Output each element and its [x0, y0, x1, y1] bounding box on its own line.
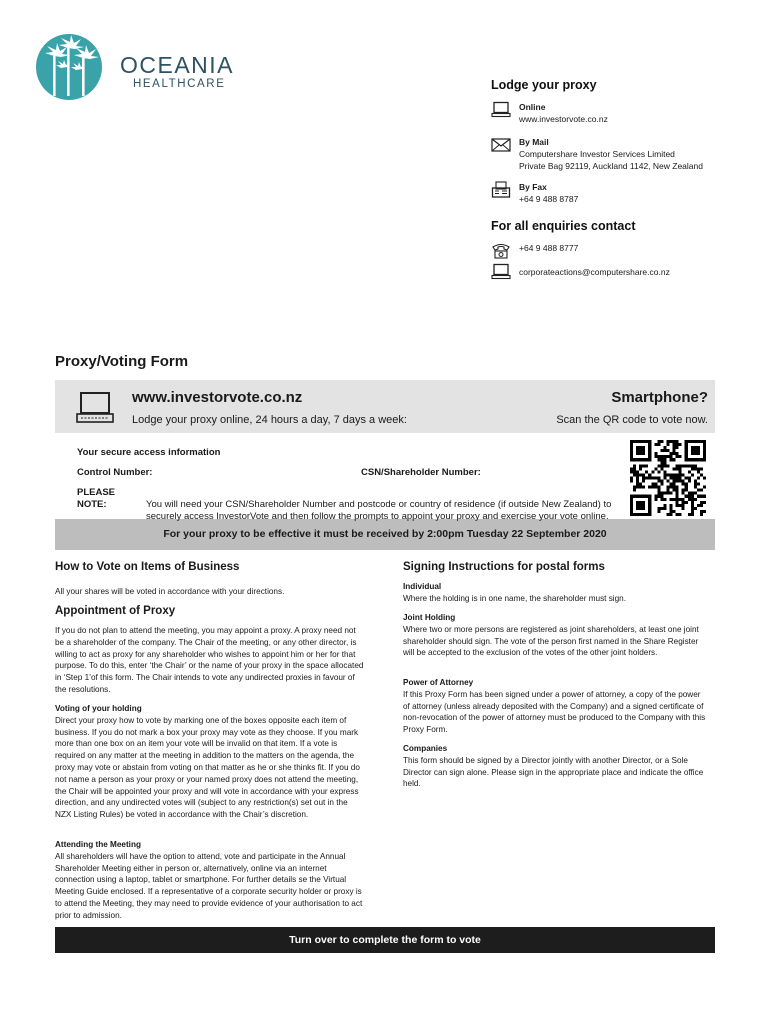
individual-heading: Individual: [403, 582, 442, 591]
attending-section: [55, 839, 365, 922]
lodge-fax: [491, 181, 751, 207]
lodge-heading: Lodge your proxy: [491, 78, 597, 92]
online-url[interactable]: www.investorvote.co.nz: [519, 114, 608, 124]
joint-holding-heading: Joint Holding: [403, 613, 456, 622]
investorvote-subtitle: Lodge your proxy online, 24 hours a day, 7 days a week:: [132, 414, 407, 426]
email-address[interactable]: corporateactions@computershare.co.nz: [519, 267, 670, 277]
palm-tree-logo-icon: [36, 34, 102, 100]
phone-number: +64 9 488 8777: [519, 243, 579, 253]
lodge-online: [491, 101, 751, 127]
fax-number: +64 9 488 8787: [519, 194, 579, 204]
companies-text: This form should be signed by a Director jointly with another Director, or a Sole Director can sign alone. Please sign in the appropriate place and indicate the office held.: [403, 755, 704, 789]
turn-over-banner: Turn over to complete the form to vote: [55, 927, 715, 953]
power-of-attorney-heading: Power of Attorney: [403, 678, 474, 687]
signing-heading: Signing Instructions for postal forms: [403, 561, 605, 573]
how-to-vote-text: All your shares will be voted in accordance with your directions.: [55, 587, 285, 596]
attending-heading: Attending the Meeting: [55, 840, 141, 849]
telephone-icon: [491, 242, 511, 260]
joint-holding-section: [403, 612, 708, 659]
enquiries-heading: For all enquiries contact: [491, 219, 636, 233]
company-logo: [36, 34, 516, 104]
please-note-label: PLEASE NOTE:: [77, 487, 116, 510]
secure-access-heading: Your secure access information: [77, 447, 221, 458]
smartphone-heading: Smartphone?: [611, 389, 708, 406]
mail-line2: Private Bag 92119, Auckland 1142, New Zealand: [519, 161, 703, 171]
please-note-line2: securely access InvestorVote and then follow the prompts to appoint your proxy and exercise your vote online.: [146, 511, 609, 522]
individual-text: Where the holding is in one name, the shareholder must sign.: [403, 593, 627, 603]
fax-icon: [491, 181, 511, 199]
power-of-attorney-section: [403, 677, 708, 736]
control-number-label: Control Number:: [77, 467, 153, 478]
voting-holding-section: [55, 703, 365, 821]
laptop-icon: [75, 391, 115, 425]
individual-section: [403, 581, 713, 605]
fax-label: By Fax: [519, 182, 547, 192]
voting-holding-heading: Voting of your holding: [55, 704, 142, 713]
how-to-vote-heading: How to Vote on Items of Business: [55, 561, 240, 573]
envelope-icon: [491, 136, 511, 154]
companies-heading: Companies: [403, 744, 448, 753]
enquiries-email: [491, 263, 751, 281]
appointment-heading: Appointment of Proxy: [55, 605, 176, 617]
lodge-mail: [491, 136, 751, 172]
deadline-notice: For your proxy to be effective it must be received by 2:00pm Tuesday 22 September 2020: [163, 528, 607, 540]
company-subname: HEALTHCARE: [133, 78, 226, 90]
smartphone-subtitle: Scan the QR code to vote now.: [556, 414, 708, 426]
mail-line1: Computershare Investor Services Limited: [519, 149, 675, 159]
laptop-icon: [491, 263, 511, 281]
enquiries-phone: [491, 242, 751, 260]
csn-number-label: CSN/Shareholder Number:: [361, 467, 481, 478]
voting-holding-text: Direct your proxy how to vote by marking one of the boxes opposite each item of business. If you do not mark a box your proxy may vote as they choose. If you mark more than one box on an item your vote will be invalid on that item. If a vote is required on any matter at the meeting in addition to the matters on the agenda, the proxy may vote or abstain from voting on that matter as he or she thinks fit. If you do not name a person as your proxy or your named proxy does not attend the meeting, the Chair will be appointed your proxy and will vote in accordance with your express direction, and any undirected votes will (subject to any restriction(s) set out in the NZX Listing Rules) be voted in accordance with the Chair’s discretion.: [55, 715, 360, 820]
please-note-line1: You will need your CSN/Shareholder Number and postcode or country of residence (if outside New Zealand) to: [146, 499, 612, 510]
form-title: Proxy/Voting Form: [55, 353, 189, 370]
mail-label: By Mail: [519, 137, 549, 147]
attending-text: All shareholders will have the option to attend, vote and participate in the Annual Shareholder Meeting either in person or, alternatively, online via an internet connection using a laptop, tablet or smartphone. For further details se the Virtual Meeting Guide enclosed. If a representative of a corporate security holder or proxy is to attend the Meeting, they may need to provide evidence of your authorisation to act prior to admission.: [55, 851, 363, 920]
investorvote-url[interactable]: www.investorvote.co.nz: [132, 389, 303, 406]
company-name: OCEANIA: [120, 52, 235, 78]
power-of-attorney-text: If this Proxy Form has been signed under a power of attorney, a copy of the power of attorney (unless already deposited with the Company) and a signed certificate of non-revocation of the power of attorney must be produced to the Company with this Proxy Form.: [403, 689, 706, 735]
qr-code-icon[interactable]: [628, 440, 708, 516]
joint-holding-text: Where two or more persons are registered as joint shareholders, at least one joint shareholder should sign. The vote of the person first named in the Share Register will be accepted to the exclusion of the votes of the other joint holders.: [403, 624, 699, 658]
appointment-text: If you do not plan to attend the meeting, you may appoint a proxy. A proxy need not be a shareholder of the company. The Chair of the meeting, or any other director, is willing to act as proxy for any shareholder who wishes to appoint him or her for that purpose. To do this, enter ‘the Chair’ or the name of your proxy in the space allocated in ‘Step 1’of this form. The Chair intends to vote any undirected proxies in favour of the resolutions.: [55, 626, 364, 694]
laptop-icon: [491, 101, 511, 119]
please-note: [77, 487, 617, 523]
companies-section: [403, 743, 708, 790]
online-label: Online: [519, 102, 546, 112]
